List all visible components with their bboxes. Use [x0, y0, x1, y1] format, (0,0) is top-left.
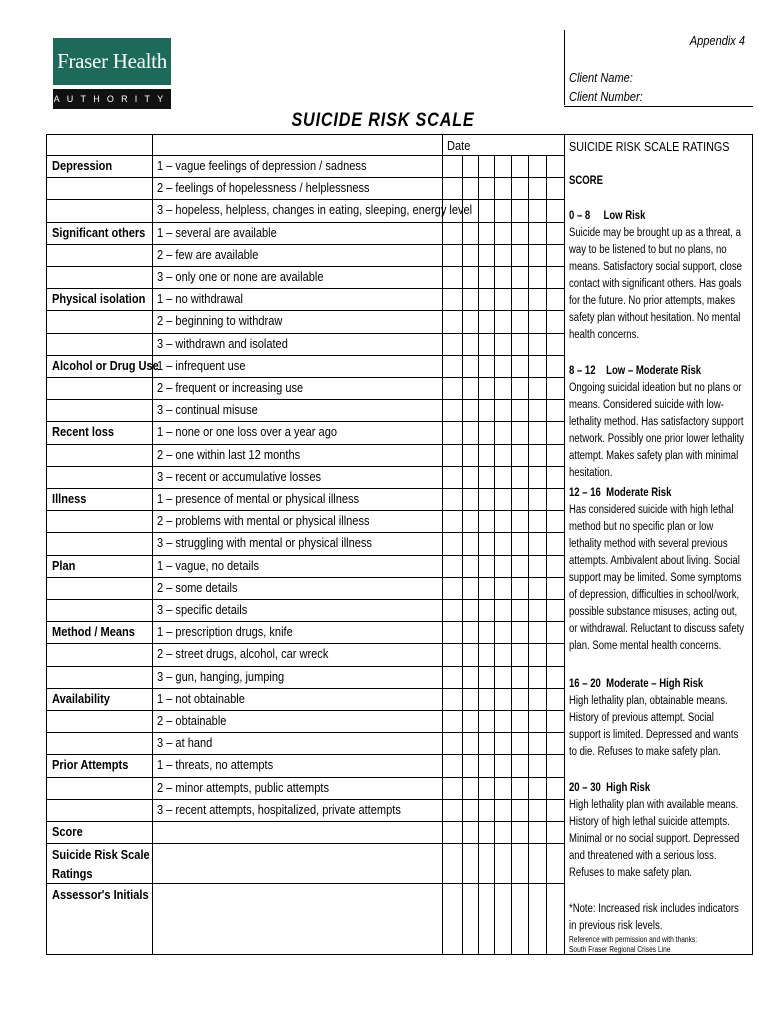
- client-underline: [564, 106, 753, 107]
- row-border: [46, 666, 565, 667]
- row-border: [46, 199, 565, 200]
- risk-level: [569, 208, 747, 344]
- row-border: [46, 710, 565, 711]
- row-border: [46, 688, 565, 689]
- category-label: Illness: [52, 491, 87, 506]
- row-border: [46, 266, 565, 267]
- risk-level-description: Ongoing suicidal ideation but no plans or means. Considered suicide with low-lethality method. Has satisfactory support network. Possibly one prior lower lethality attempt. Makes safety plan with minimal hesitation.: [569, 382, 745, 479]
- row-border: [46, 732, 565, 733]
- column-border: [528, 155, 529, 955]
- risk-level: [569, 780, 747, 882]
- criterion-item: 2 – problems with mental or physical illness: [157, 513, 370, 528]
- column-border: [462, 155, 463, 955]
- page-title: SUICIDE RISK SCALE: [291, 110, 475, 131]
- row-border: [46, 532, 565, 533]
- criterion-item: 1 – threats, no attempts: [157, 757, 274, 772]
- category-label: Recent loss: [52, 424, 115, 439]
- risk-level-description: High lethality plan, obtainable means. History of previous attempt. Social support is limited. Depressed and wants to die. Refuses to make safety plan.: [569, 695, 739, 758]
- criterion-item: 2 – some details: [157, 580, 238, 595]
- criterion-item: 2 – feelings of hopelessness / helplessness: [157, 180, 370, 195]
- row-border: [46, 621, 565, 622]
- row-border: [46, 399, 565, 400]
- category-label: Method / Means: [52, 624, 135, 639]
- row-border: [46, 444, 565, 445]
- criterion-item: 3 – withdrawn and isolated: [157, 336, 288, 351]
- column-border: [442, 134, 443, 955]
- criterion-item: 3 – only one or none are available: [157, 269, 324, 284]
- criterion-item: 1 – not obtainable: [157, 691, 245, 706]
- criterion-item: 3 – struggling with mental or physical illness: [157, 535, 372, 550]
- table-top-border: [46, 134, 565, 135]
- header-divider: [564, 30, 565, 105]
- row-border: [46, 599, 565, 600]
- criterion-item: 2 – minor attempts, public attempts: [157, 780, 329, 795]
- criterion-item: 1 – presence of mental or physical illness: [157, 491, 360, 506]
- fraser-health-logo: [53, 38, 171, 110]
- column-border: [442, 134, 443, 155]
- criterion-item: 1 – infrequent use: [157, 358, 246, 373]
- client-number-label: Client Number:: [569, 89, 643, 104]
- risk-level: [569, 485, 747, 655]
- category-label: Physical isolation: [52, 291, 146, 306]
- column-border: [478, 155, 479, 955]
- row-border: [46, 377, 565, 378]
- criterion-item: 3 – recent attempts, hospitalized, private attempts: [157, 802, 401, 817]
- risk-level-description: Suicide may be brought up as a threat, a way to be listened to but no plans, no means. Satisfactory social support, close contact with significant others. Has goals for the future. No prior attempts, makes safety plan without hesitation. No mental health concerns.: [569, 227, 742, 341]
- assessor-initials-label: Assessor's Initials: [52, 887, 149, 902]
- category-label: Depression: [52, 158, 113, 173]
- criterion-item: 1 – several are available: [157, 225, 277, 240]
- table-bottom-border: [46, 954, 565, 955]
- criterion-item: 3 – recent or accumulative losses: [157, 469, 321, 484]
- risk-level-range: 16 – 20 Moderate – High Risk: [569, 678, 704, 690]
- ratings-row-label: Suicide Risk Scale: [52, 847, 150, 862]
- row-border: [46, 222, 565, 223]
- criterion-item: 2 – street drugs, alcohol, car wreck: [157, 646, 329, 661]
- row-border: [46, 244, 565, 245]
- column-border: [494, 155, 495, 955]
- reference-line-2: South Fraser Regional Crises Line: [569, 945, 671, 954]
- row-border: [46, 577, 565, 578]
- row-border: [46, 821, 565, 822]
- date-column-label: Date: [447, 138, 471, 153]
- category-label: Alcohol or Drug Use: [52, 358, 159, 373]
- category-label: Availability: [52, 691, 110, 706]
- ratings-heading: SUICIDE RISK SCALE RATINGS: [569, 139, 730, 154]
- category-label: Plan: [52, 558, 76, 573]
- row-border: [46, 643, 565, 644]
- row-border: [46, 466, 565, 467]
- criterion-item: 2 – frequent or increasing use: [157, 380, 304, 395]
- criterion-item: 3 – hopeless, helpless, changes in eating, sleeping, energy level: [157, 202, 473, 217]
- row-border: [46, 488, 565, 489]
- risk-level-range: 12 – 16 Moderate Risk: [569, 487, 672, 499]
- row-border: [46, 777, 565, 778]
- row-border: [46, 155, 565, 156]
- ratings-panel: [564, 134, 753, 955]
- criterion-item: 2 – obtainable: [157, 713, 227, 728]
- criterion-item: 1 – prescription drugs, knife: [157, 624, 293, 639]
- risk-level-range: 20 – 30 High Risk: [569, 782, 651, 794]
- risk-level-range: 0 – 8 Low Risk: [569, 210, 646, 222]
- criterion-item: 3 – specific details: [157, 602, 248, 617]
- risk-level-description: High lethality plan with available means. History of high lethal suicide attempts. Minimal or no social support. Depressed and threatened with a serious loss. Refuses to make safety plan.: [569, 799, 740, 879]
- criterion-item: 2 – few are available: [157, 247, 259, 262]
- row-border: [46, 843, 565, 844]
- criterion-item: 2 – one within last 12 months: [157, 447, 301, 462]
- client-name-label: Client Name:: [569, 70, 633, 85]
- row-border: [46, 355, 565, 356]
- criterion-item: 3 – at hand: [157, 735, 213, 750]
- category-label: Significant others: [52, 225, 146, 240]
- column-border: [511, 155, 512, 955]
- row-border: [46, 754, 565, 755]
- score-label: SCORE: [569, 175, 603, 187]
- criterion-item: 1 – none or one loss over a year ago: [157, 424, 338, 439]
- row-border: [46, 310, 565, 311]
- criterion-item: 1 – vague feelings of depression / sadness: [157, 158, 367, 173]
- appendix-label: Appendix 4: [689, 33, 745, 48]
- column-border: [152, 134, 153, 955]
- reference-line-1: Reference with permission and with thanks:: [569, 935, 698, 944]
- risk-level: [569, 363, 747, 482]
- category-label: Score: [52, 824, 83, 839]
- row-border: [46, 177, 565, 178]
- column-border: [46, 134, 47, 955]
- criterion-item: 3 – gun, hanging, jumping: [157, 669, 285, 684]
- ratings-note: *Note: Increased risk includes indicators in previous risk levels.: [569, 903, 739, 932]
- column-border: [546, 155, 547, 955]
- row-border: [46, 288, 565, 289]
- category-label: Prior Attempts: [52, 757, 129, 772]
- logo-main-text: Fraser Health: [53, 38, 171, 85]
- logo-sub-text: AUTHORITY: [53, 89, 171, 109]
- row-border: [46, 510, 565, 511]
- risk-level-range: 8 – 12 Low – Moderate Risk: [569, 365, 702, 377]
- row-border: [46, 883, 565, 884]
- criterion-item: 1 – no withdrawal: [157, 291, 243, 306]
- criterion-item: 1 – vague, no details: [157, 558, 259, 573]
- risk-level: [569, 676, 747, 761]
- row-border: [46, 333, 565, 334]
- row-border: [46, 555, 565, 556]
- criterion-item: 3 – continual misuse: [157, 402, 258, 417]
- row-border: [46, 421, 565, 422]
- row-border: [46, 799, 565, 800]
- risk-level-description: Has considered suicide with high lethal method but no specific plan or low lethality method with several previous attempts. Ambivalent about living. Social support may be limited. Some symptoms of depression, difficulties in school/work, possible substance misuses, acting out, or withdrawal. Reluctant to discuss safety plan. Some mental health concerns.: [569, 504, 745, 652]
- ratings-row-label-2: Ratings: [52, 866, 93, 881]
- criterion-item: 2 – beginning to withdraw: [157, 313, 283, 328]
